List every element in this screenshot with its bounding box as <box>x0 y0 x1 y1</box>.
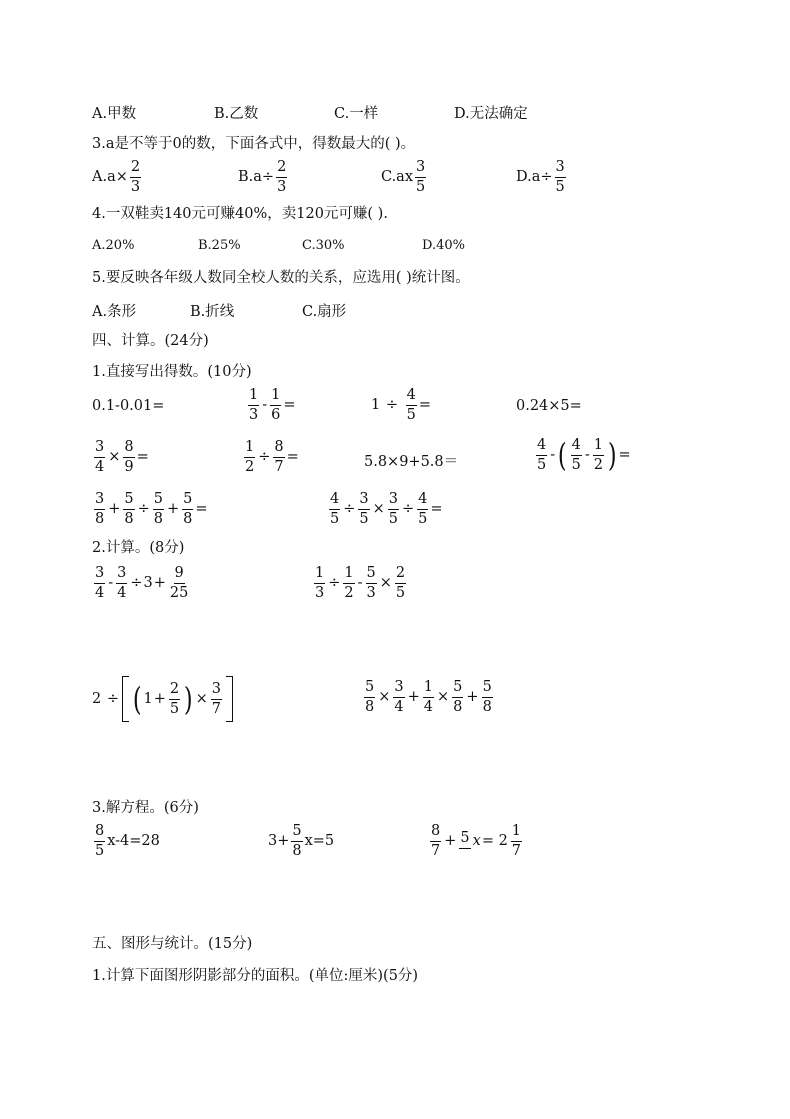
equation-1: $\frac{8}{5}$ x-4=28 <box>95 823 160 859</box>
q5-option-a: A.条形 <box>92 304 137 320</box>
q5-option-b: B.折线 <box>190 304 235 320</box>
q4-option-a: A.20% <box>92 238 135 253</box>
q2-option-b: B.乙数 <box>214 106 259 122</box>
calc-7: 5.8×9+5.8＝ <box>364 454 459 470</box>
q2-option-a: A.甲数 <box>92 106 137 122</box>
calc-11: $\frac{3}{4}$ - $\frac{3}{4}$ ÷ 3 + $\frac{9}{25}$ <box>95 565 189 601</box>
q5-option-c: C.扇形 <box>302 304 347 320</box>
calc-14: $\frac{5}{8}$ × $\frac{3}{4}$ + $\frac{1}{4}$ × $\frac{5}{8}$ + $\frac{5}{8}$ <box>365 679 492 715</box>
part-1-title: 1.直接写出得数。(10分) <box>92 364 252 380</box>
calc-2: $\frac{1}{3}$ - $\frac{1}{6}$ = <box>249 387 296 423</box>
fraction: $\frac{3}{5}$ <box>416 159 426 195</box>
calc-13: 2 ÷ ( 1 + $\frac{2}{5}$ ) × $\frac{3}{7}$ <box>92 676 235 722</box>
part-2-title: 2.计算。(8分) <box>92 540 185 556</box>
q3-option-a: A.a× $\frac{2}{3}$ <box>92 159 141 195</box>
q3-option-d: D.a÷ $\frac{3}{5}$ <box>516 159 565 195</box>
calc-10: $\frac{4}{5}$ ÷ $\frac{3}{5}$ × $\frac{3}{5}$ ÷ $\frac{4}{5}$ = <box>330 491 443 527</box>
fraction: $\frac{2}{3}$ <box>130 159 141 195</box>
q3-option-b: B.a÷ $\frac{2}{3}$ <box>238 159 287 195</box>
calc-1: 0.1-0.01= <box>92 398 165 414</box>
calc-3: 1 ÷ $\frac{4}{5}$ = <box>371 387 431 423</box>
section-4-title: 四、计算。(24分) <box>92 333 209 349</box>
calc-9: $\frac{3}{8}$ + $\frac{5}{8}$ ÷ $\frac{5}{8}$ + $\frac{5}{8}$ = <box>95 491 208 527</box>
equation-2: 3+ $\frac{5}{8}$ x=5 <box>268 823 335 859</box>
q3-stem: 3.a是不等于0的数，下面各式中，得数最大的( )。 <box>92 136 416 152</box>
q4-option-b: B.25% <box>198 238 241 253</box>
calc-5: $\frac{3}{4}$ × $\frac{8}{9}$ = <box>95 439 149 475</box>
calc-12: $\frac{1}{3}$ ÷ $\frac{1}{2}$ - $\frac{5}{3}$ × $\frac{2}{5}$ <box>315 565 406 601</box>
calc-8: $\frac{4}{5}$ - ( $\frac{4}{5}$ - $\frac{1}{2}$ ) = <box>537 436 631 474</box>
q4-stem: 4.一双鞋卖140元可赚40%，卖120元可赚( ). <box>92 206 388 222</box>
q2-option-d: D.无法确定 <box>454 106 528 122</box>
q4-option-c: C.30% <box>302 238 345 253</box>
section-5-title: 五、图形与统计。(15分) <box>92 936 253 952</box>
q5-stem: 5.要反映各年级人数同全校人数的关系，应选用( )统计图。 <box>92 270 470 286</box>
q4-option-d: D.40% <box>422 238 465 253</box>
section-5-part-1-title: 1.计算下面图形阴影部分的面积。(单位:厘米)(5分) <box>92 968 419 984</box>
q3-option-c: C.ax $\frac{3}{5}$ <box>381 159 426 195</box>
fraction: $\frac{2}{3}$ <box>277 159 287 195</box>
calc-6: $\frac{1}{2}$ ÷ $\frac{8}{7}$ = <box>245 439 299 475</box>
q2-option-c: C.一样 <box>334 106 379 122</box>
calc-4: 0.24×5= <box>516 398 582 414</box>
equation-3: $\frac{8}{7}$ + 5 x = 2 $\frac{1}{7}$ <box>431 823 522 859</box>
fraction: $\frac{3}{5}$ <box>555 159 565 195</box>
part-3-title: 3.解方程。(6分) <box>92 800 199 816</box>
